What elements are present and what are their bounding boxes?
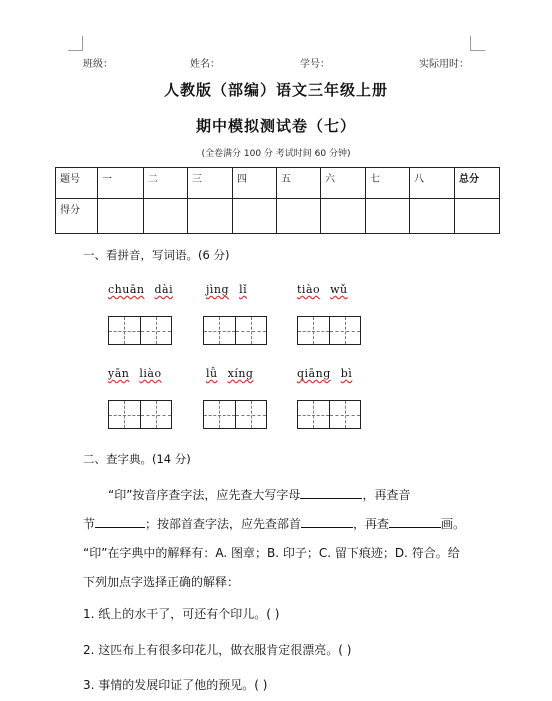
paragraph-text: 画。 (441, 517, 466, 531)
question-item: 2. 这匹布上有很多印花儿，做衣服肯定很漂亮。( ) (83, 643, 352, 657)
answer-blank[interactable] (389, 515, 441, 528)
paragraph-text: “印”按音序查字法，应先查大写字母 (108, 488, 301, 502)
student-id-label: 学号： (300, 59, 330, 70)
class-label: 班级： (83, 59, 113, 70)
tian-cell[interactable] (298, 401, 330, 428)
pinyin-item (297, 283, 358, 296)
writing-grid[interactable] (203, 316, 267, 345)
pinyin-item (108, 283, 183, 296)
writing-grid[interactable] (203, 400, 267, 429)
time-used-label: 实际用时： (419, 59, 469, 70)
tian-cell[interactable] (236, 317, 267, 344)
exam-subtitle-title: 期中模拟测试卷（七） (195, 117, 356, 135)
pinyin-syllable: liào (139, 367, 162, 380)
writing-grid[interactable] (297, 400, 361, 429)
exam-title: 人教版（部编）语文三年级上册 (163, 81, 388, 99)
tian-cell[interactable] (109, 401, 141, 428)
tian-cell[interactable] (141, 317, 172, 344)
score-cell[interactable] (455, 199, 500, 234)
score-cell[interactable] (277, 199, 321, 234)
question-item: 3. 事情的发展印证了他的预见。( ) (83, 678, 268, 692)
crop-mark-top-left (68, 36, 83, 51)
pinyin-syllable: wǔ (330, 283, 348, 296)
header-cell: 一 (98, 168, 144, 199)
paragraph-text: ，再查音 (362, 488, 411, 502)
instruction-text: 下列加点字选择正确的解释： (83, 575, 240, 589)
score-cell[interactable] (233, 199, 277, 234)
pinyin-item (206, 367, 263, 380)
pinyin-syllable: qiāng (297, 367, 331, 380)
pinyin-item (206, 283, 257, 296)
name-label: 姓名： (190, 59, 220, 70)
writing-grid[interactable] (108, 400, 172, 429)
pinyin-syllable: lǚ (206, 367, 218, 380)
writing-grid[interactable] (297, 316, 361, 345)
header-cell: 八 (410, 168, 455, 199)
score-cell[interactable] (321, 199, 366, 234)
score-cell[interactable] (98, 199, 144, 234)
answer-blank[interactable] (301, 515, 353, 528)
tian-cell[interactable] (330, 317, 361, 344)
writing-grid[interactable] (108, 316, 172, 345)
pinyin-syllable: yān (108, 367, 130, 380)
score-cell[interactable] (144, 199, 188, 234)
tian-cell[interactable] (141, 401, 172, 428)
pinyin-syllable: chuān (108, 283, 145, 296)
answer-blank[interactable] (300, 486, 362, 499)
pinyin-syllable: dài (154, 283, 174, 296)
score-cell[interactable] (188, 199, 233, 234)
header-cell: 二 (144, 168, 188, 199)
paragraph-text: 节 (83, 517, 96, 531)
question-paragraph (83, 515, 465, 532)
tian-cell[interactable] (109, 317, 141, 344)
tian-cell[interactable] (330, 401, 361, 428)
pinyin-syllable: bì (340, 367, 353, 380)
pinyin-syllable: tiào (297, 283, 321, 296)
question-paragraph (108, 486, 410, 503)
header-cell: 三 (188, 168, 233, 199)
header-cell-total: 总分 (455, 168, 500, 199)
header-cell: 七 (366, 168, 410, 199)
paragraph-text: ；按部首查字法，应先查部首 (145, 517, 302, 531)
score-cell[interactable] (410, 199, 455, 234)
tian-cell[interactable] (204, 401, 236, 428)
pinyin-syllable: jìng (206, 283, 230, 296)
section2-heading: 二、查字典。(14 分) (83, 452, 191, 466)
answer-blank[interactable] (95, 515, 145, 528)
score-cell[interactable] (366, 199, 410, 234)
header-cell: 题号 (56, 168, 98, 199)
score-row-label: 得分 (56, 199, 98, 234)
pinyin-item (108, 367, 172, 380)
score-table (55, 167, 500, 234)
tian-cell[interactable] (204, 317, 236, 344)
paragraph-text: ，再查 (353, 517, 390, 531)
crop-mark-top-right (470, 36, 485, 51)
tian-cell[interactable] (236, 401, 267, 428)
pinyin-syllable: lǐ (239, 283, 248, 296)
pinyin-item (297, 367, 362, 380)
definition-text: “印”在字典中的解释有：A. 图章；B. 印子；C. 留下痕迹；D. 符合。给 (83, 546, 460, 560)
section1-heading: 一、看拼音，写词语。(6 分) (83, 248, 230, 262)
header-cell: 四 (233, 168, 277, 199)
header-cell: 五 (277, 168, 321, 199)
question-item: 1. 纸上的水干了，可还有个印儿。( ) (83, 607, 280, 621)
tian-cell[interactable] (298, 317, 330, 344)
exam-info: (全卷满分 100 分 考试时间 60 分钟) (201, 149, 351, 159)
header-cell: 六 (321, 168, 366, 199)
pinyin-syllable: xíng (227, 367, 254, 380)
